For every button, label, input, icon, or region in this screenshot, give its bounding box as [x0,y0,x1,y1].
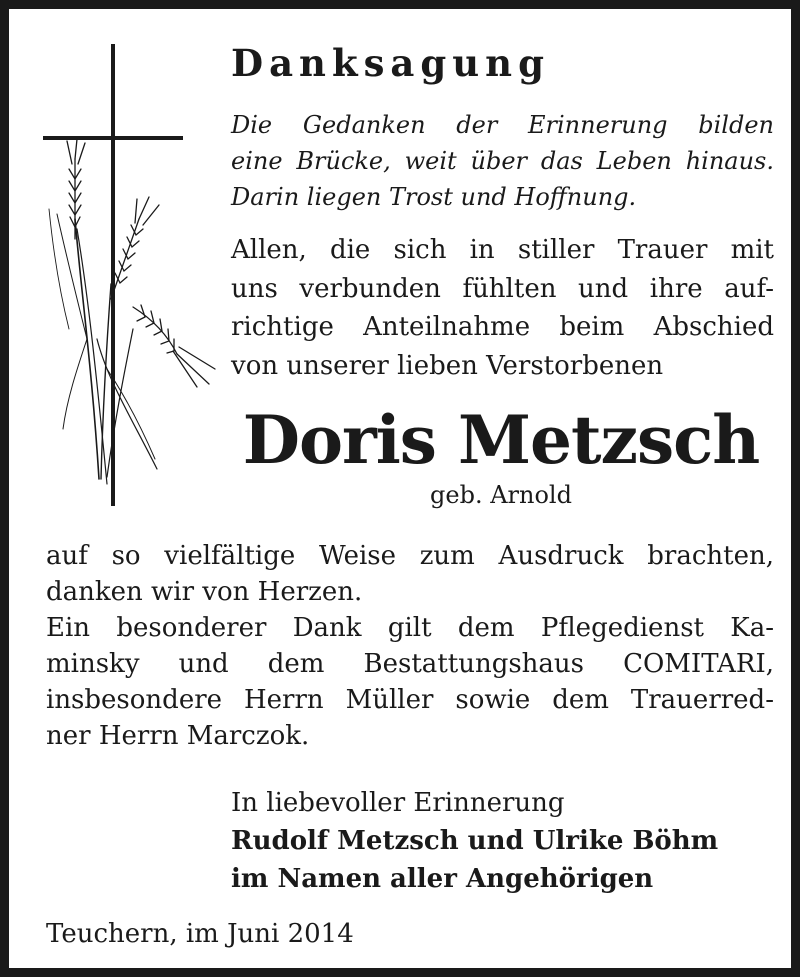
place-and-date: Teuchern, im Juni 2014 [46,919,354,949]
notice-title: Danksagung [231,41,550,85]
cross-with-wheat-illustration [37,39,227,509]
maiden-name: geb. Arnold [430,481,572,509]
body-line: auf so vielfältige Weise zum Ausdruck brachten, [46,541,774,571]
body-line: insbesondere Herrn Müller sowie dem Trauerred- [46,685,774,715]
closing-phrase: In liebevoller Erinnerung [231,788,565,818]
closing-block [231,784,718,898]
intro-line: richtige Anteilnahme beim Abschied [231,312,774,342]
quote-line: Die Gedanken der Erinnerung bilden [231,111,774,139]
body-line: Ein besonderer Dank gilt dem Pflegedienst Ka- [46,613,774,643]
body-line: danken wir von Herzen. [46,577,363,607]
intro-line: uns verbunden fühlten und ihre auf- [231,273,774,304]
quote-line: eine Brücke, weit über das Leben hinaus. [231,147,774,175]
signers: Rudolf Metzsch und Ulrike Böhm [231,826,719,856]
quote-line: Darin liegen Trost und Hoffnung. [231,183,637,211]
intro-paragraph [231,231,774,385]
intro-line: von unserer lieben Verstorbenen [231,350,664,381]
wheat-ears-icon [49,139,215,484]
memorial-quote [231,107,774,215]
intro-line: Allen, die sich in stiller Trauer mit [231,235,774,265]
body-line: minsky und dem Bestattungshaus COMITARI, [46,649,774,679]
body-line: ner Herrn Marczok. [46,721,310,751]
thanks-paragraph [46,538,774,754]
deceased-name: Doris Metzsch [242,401,760,479]
family-note: im Namen aller Angehörigen [231,864,654,894]
